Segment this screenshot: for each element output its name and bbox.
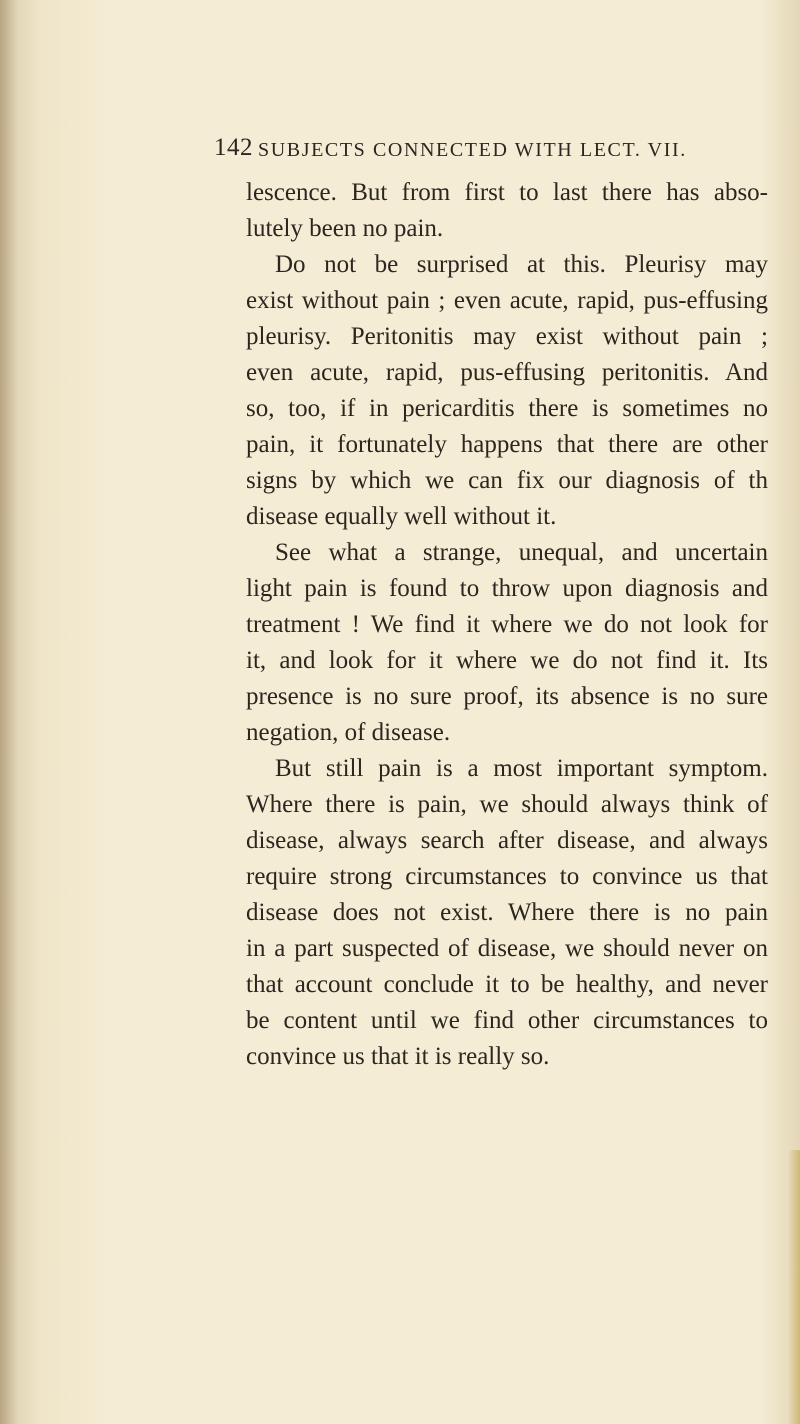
text-line: treatment ! We find it where we do not look for (246, 611, 768, 638)
text-line: it, and look for it where we do not find it. Its (246, 647, 768, 674)
text-line: negation, of disease. (246, 719, 451, 746)
text-line: require strong circumstances to convince us that (246, 863, 768, 890)
text-line: lutely been no pain. (246, 215, 444, 242)
page-gutter-shadow (0, 0, 18, 1424)
running-head: SUBJECTS CONNECTED WITH LECT. VII. (258, 139, 687, 161)
text-line: even acute, rapid, pus-effusing peritonitis. And (246, 359, 768, 386)
text-line: disease, always search after disease, and always (246, 827, 768, 854)
body-text (246, 175, 768, 1075)
text-line: disease does not exist. Where there is no pain (246, 899, 768, 926)
text-line: disease equally well without it. (246, 503, 557, 530)
text-line: light pain is found to throw upon diagnosis and (246, 575, 768, 602)
text-line: Do not be surprised at this. Pleurisy may (275, 251, 768, 278)
text-line: exist without pain ; even acute, rapid, pus-effusing (246, 287, 768, 314)
page-number: 142 (214, 134, 253, 161)
text-line: presence is no sure proof, its absence is no sure (246, 683, 768, 710)
text-line: See what a strange, unequal, and uncertain (275, 539, 768, 566)
page-header (214, 134, 766, 174)
text-line: signs by which we can fix our diagnosis of th (246, 467, 768, 494)
text-line: pleurisy. Peritonitis may exist without pain ; (246, 323, 768, 350)
text-line: Where there is pain, we should always think of (246, 791, 768, 818)
text-line: pain, it fortunately happens that there are other (246, 431, 768, 458)
text-line: convince us that it is really so. (246, 1043, 550, 1070)
text-line: lescence. But from first to last there has abso- (246, 179, 768, 206)
page-edge-stain (788, 1150, 800, 1424)
text-line: that account conclude it to be healthy, and never (246, 971, 768, 998)
text-line: so, too, if in pericarditis there is sometimes no (246, 395, 768, 422)
text-line: in a part suspected of disease, we should never on (246, 935, 768, 962)
text-line: be content until we find other circumstances to (246, 1007, 768, 1034)
text-line: But still pain is a most important symptom. (275, 755, 768, 782)
